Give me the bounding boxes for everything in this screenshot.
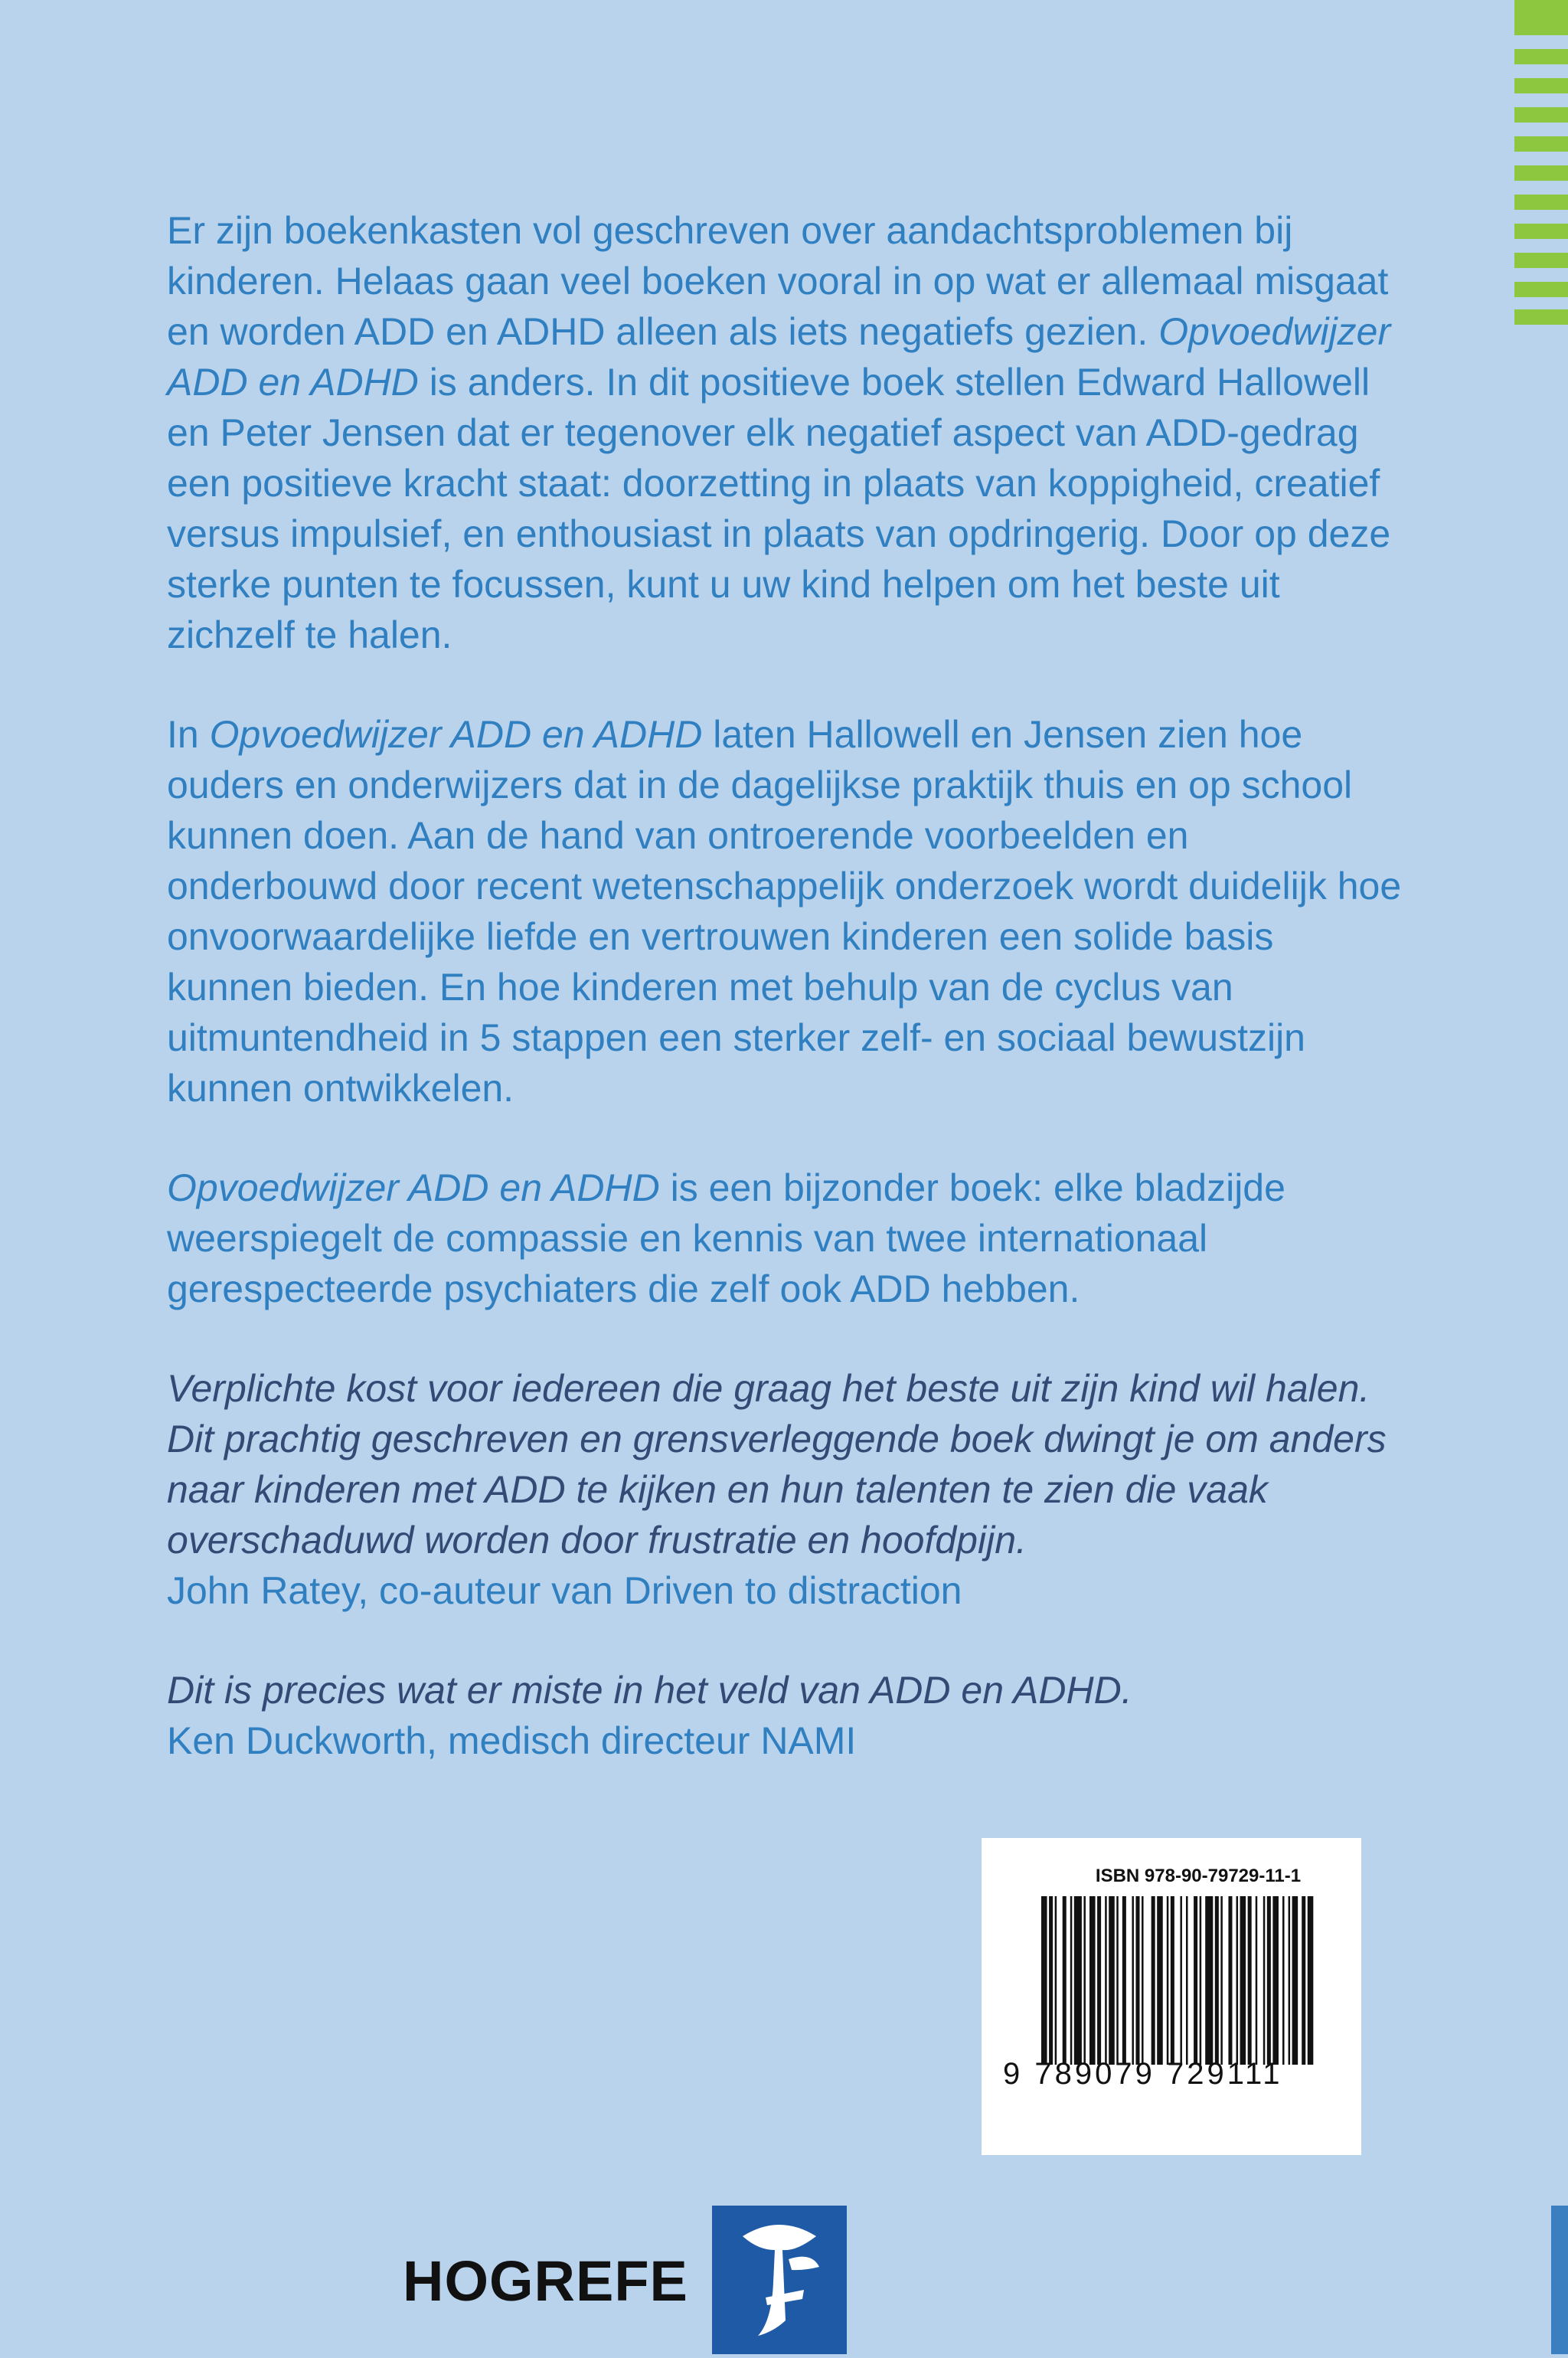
isbn-label: ISBN 978-90-79729-11-1 (1095, 1866, 1302, 1886)
review-author: Ken Duckworth, medisch directeur NAMI (167, 1719, 857, 1762)
barcode-bar (1200, 1896, 1202, 2065)
barcode-bar (1097, 1896, 1101, 2065)
barcode-bar (1292, 1896, 1298, 2065)
barcode-bar (1256, 1896, 1258, 2065)
barcode-bar (1063, 1896, 1067, 2065)
barcode-bar (1083, 1896, 1086, 2065)
stripe (1514, 136, 1568, 152)
barcode-bar (1089, 1896, 1096, 2065)
barcode-bar (1220, 1896, 1223, 2065)
barcode-bar (1272, 1896, 1279, 2065)
barcode-bar (1267, 1896, 1271, 2065)
description-paragraph-1: Er zijn boekenkasten vol geschreven over aandachtsproblemen bij kinderen. Helaas gaan veel boeken vooral in op wat er allemaal misgaat en worden ADD en ADHD alleen als iets negatiefs gezien. Opvoedwijzer ADD en ADHD is anders. In dit positieve boek stellen Edward Hallowell en Peter Jensen dat er tegenover elk negatief aspect van ADD-gedrag een positieve kracht staat: doorzetting in plaats van koppigheid, creatief versus impulsief, en enthousiast in plaats van opdringerig. Door op deze sterke punten te focussen, kunt u uw kind helpen om het beste uit zichzelf te halen. (167, 209, 1391, 656)
barcode-bar (1132, 1896, 1134, 2065)
barcode-bar (1215, 1896, 1219, 2065)
review-author: John Ratey, co-auteur van Driven to distraction (167, 1569, 962, 1612)
stripe (1514, 49, 1568, 64)
barcode-box (982, 1838, 1361, 2155)
barcode-bar (1228, 1896, 1232, 2065)
review-quote: Verplichte kost voor iedereen die graag het beste uit zijn kind wil halen. Dit prachtig geschreven en grensverleggende boek dwingt je om anders naar kinderen met ADD te kijken en hun talenten te zien die vaak overschaduwd worden door frustratie en hoofdpijn. (167, 1367, 1387, 1562)
barcode-bar (1302, 1896, 1305, 2065)
stripe (1514, 282, 1568, 297)
barcode-bar (1105, 1896, 1107, 2065)
review-2 (167, 1665, 1407, 1766)
barcode-bar (1205, 1896, 1213, 2065)
barcode-bar (1236, 1896, 1239, 2065)
barcode-bar (1049, 1896, 1053, 2065)
barcode-bar (1186, 1896, 1188, 2065)
back-cover-text (167, 205, 1407, 1766)
barcode-bar (1109, 1896, 1115, 2065)
stripe (1514, 107, 1568, 123)
stripe (1514, 253, 1568, 268)
stripe (1514, 0, 1568, 35)
barcode (1041, 1896, 1332, 2065)
stripe (1514, 224, 1568, 239)
barcode-bar (1135, 1896, 1139, 2065)
barcode-bar (1289, 1896, 1291, 2065)
barcode-bar (1152, 1896, 1155, 2065)
review-1 (167, 1363, 1407, 1616)
description-paragraph-3: Opvoedwijzer ADD en ADHD is een bijzonder boek: elke bladzijde weerspiegelt de compassie en kennis van twee internationaal gerespecteerde psychiaters die zelf ook ADD hebben. (167, 1166, 1285, 1310)
barcode-bar (1180, 1896, 1182, 2065)
publisher-logo-icon (712, 2206, 847, 2354)
barcode-bar (1167, 1896, 1169, 2065)
barcode-bar (1171, 1896, 1174, 2065)
description-paragraph-2: In Opvoedwijzer ADD en ADHD laten Hallowell en Jensen zien hoe ouders en onderwijzers dat in de dagelijkse praktijk thuis en op school kunnen doen. Aan de hand van ontroerende voorbeelden en onderbouwd door recent wetenschappelijk onderzoek wordt duidelijk hoe onvoorwaardelijke liefde en vertrouwen kinderen een solide basis kunnen bieden. En hoe kinderen met behulp van de cyclus van uitmuntendheid in 5 stappen een sterker zelf- en sociaal bewustzijn kunnen ontwikkelen. (167, 713, 1402, 1110)
barcode-bar (1055, 1896, 1057, 2065)
barcode-bar (1263, 1896, 1266, 2065)
barcode-bar (1194, 1896, 1197, 2065)
barcode-bar (1157, 1896, 1163, 2065)
barcode-bar (1070, 1896, 1073, 2065)
barcode-bar (1240, 1896, 1246, 2065)
barcode-bar (1122, 1896, 1126, 2065)
barcode-bar (1116, 1896, 1119, 2065)
stripe (1514, 165, 1568, 181)
edge-bar (1551, 2206, 1568, 2354)
barcode-bar (1041, 1896, 1047, 2065)
barcode-bar (1282, 1896, 1285, 2065)
barcode-bar (1074, 1896, 1082, 2065)
barcode-digits: 9 789079 729111 (1003, 2057, 1283, 2091)
publisher-name: HOGREFE (403, 2249, 688, 2313)
decorative-stripes (1514, 0, 1568, 329)
review-quote: Dit is precies wat er miste in het veld van ADD en ADHD. (167, 1669, 1132, 1712)
stripe (1514, 195, 1568, 210)
barcode-bar (1308, 1896, 1314, 2065)
stripe (1514, 78, 1568, 93)
barcode-bar (1142, 1896, 1144, 2065)
barcode-bar (1248, 1896, 1252, 2065)
stripe (1514, 309, 1568, 325)
publisher-logo (712, 2206, 847, 2354)
